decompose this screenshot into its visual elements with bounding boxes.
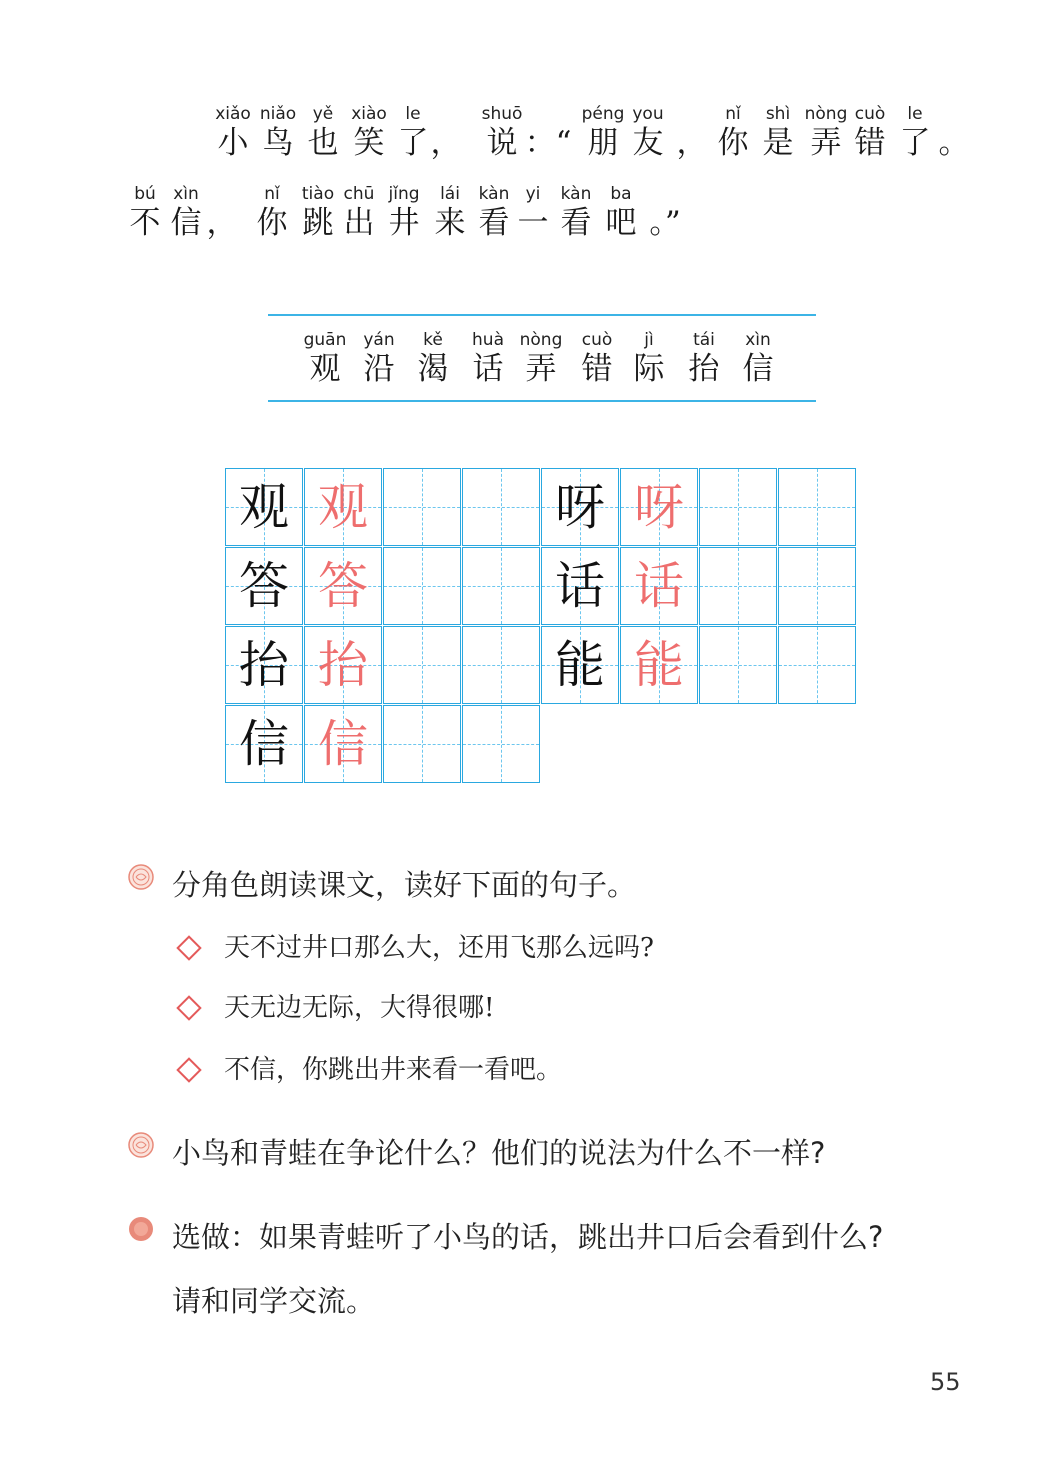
hanzi: 来 [434, 205, 466, 241]
pinyin: xiǎo [215, 104, 251, 124]
grid-cell-empty[interactable] [699, 547, 777, 625]
hanzi: 你 [256, 205, 288, 241]
hanzi: ， [206, 205, 238, 241]
ruby-char [171, 184, 202, 242]
grid-cell-empty[interactable] [778, 468, 856, 546]
grid-row [225, 705, 541, 783]
grid-cell-char [304, 626, 382, 704]
pinyin: niǎo [259, 104, 297, 124]
vocab-rule-bottom [268, 400, 816, 402]
hanzi: 弄 [810, 125, 842, 161]
ruby-char [308, 104, 339, 162]
pinyin: nǐ [725, 104, 741, 124]
grid-cell-empty[interactable] [383, 547, 461, 625]
hanzi: 跳 [302, 205, 334, 241]
trace-char: 能 [634, 636, 684, 694]
grid-cell-empty[interactable] [383, 626, 461, 704]
hanzi: 是 [762, 125, 794, 161]
hanzi: 鸟 [262, 125, 294, 161]
task-2 [128, 1126, 825, 1180]
pinyin: xìn [173, 184, 199, 204]
pinyin: jì [644, 330, 654, 350]
grid-cell-empty[interactable] [383, 705, 461, 783]
grid-cell-char [541, 547, 619, 625]
hanzi: 看 [478, 205, 510, 241]
task-3-line1: 选做：如果青蛙听了小鸟的话，跳出井口后会看到什么? [172, 1220, 884, 1254]
hanzi: 友 [632, 125, 664, 161]
model-char: 信 [239, 715, 289, 773]
trace-char: 信 [318, 715, 368, 773]
grid-cell-empty[interactable] [462, 626, 540, 704]
model-char: 观 [239, 478, 289, 536]
model-char: 呀 [555, 478, 605, 536]
bullet-1 [178, 930, 654, 966]
pinyin: xiào [351, 104, 387, 124]
hanzi: 观 [309, 351, 341, 387]
pinyin: tiào [301, 184, 335, 204]
ruby-char [479, 184, 510, 242]
pinyin: le [907, 104, 923, 124]
hanzi: ：“ [524, 125, 572, 161]
grid-row [225, 547, 541, 625]
pinyin: lái [440, 184, 460, 204]
ruby-char [518, 184, 549, 242]
task-3-line2: 请和同学交流。 [172, 1284, 376, 1318]
hanzi: 。” [649, 205, 681, 241]
pinyin: shì [765, 104, 791, 124]
trace-char: 抬 [318, 636, 368, 694]
badge-icon [128, 864, 154, 890]
pinyin: yán [363, 330, 395, 350]
pinyin: yě [312, 104, 334, 124]
hanzi: ， [676, 125, 708, 161]
hanzi: 弄 [525, 351, 557, 387]
ruby-char [304, 330, 347, 388]
grid-cell-char [304, 547, 382, 625]
ruby-char [606, 184, 637, 242]
trace-char: 呀 [634, 478, 684, 536]
pinyin: nòng [519, 330, 563, 350]
hanzi: 不 [129, 205, 161, 241]
hanzi: 朋 [587, 125, 619, 161]
ruby-char [582, 104, 625, 162]
ruby-char [431, 104, 462, 162]
hanzi: 了 [397, 125, 429, 161]
ruby-char [363, 330, 394, 388]
pinyin: chū [343, 184, 375, 204]
grid-cell-empty[interactable] [462, 705, 540, 783]
vocab-rule-top [268, 314, 816, 316]
model-char: 能 [555, 636, 605, 694]
pinyin: yi [525, 184, 541, 204]
ruby-char [582, 330, 613, 388]
hanzi: 信 [170, 205, 202, 241]
hanzi: 说 [486, 125, 518, 161]
page-number: 55 [930, 1368, 961, 1396]
grid-cell-empty[interactable] [462, 547, 540, 625]
pinyin: kàn [478, 184, 510, 204]
pinyin: cuò [854, 104, 886, 124]
pinyin: huà [472, 330, 504, 350]
ruby-char [743, 330, 774, 388]
diamond-icon [176, 935, 201, 960]
ruby-char [344, 184, 375, 242]
badge-icon-filled [128, 1216, 154, 1242]
ruby-char [302, 184, 334, 242]
ruby-char [130, 184, 161, 242]
pinyin: guān [303, 330, 347, 350]
grid-cell-empty[interactable] [778, 547, 856, 625]
pinyin: tái [693, 330, 715, 350]
hanzi: 错 [581, 351, 613, 387]
ruby-char [763, 104, 794, 162]
bullet-2 [178, 990, 494, 1026]
hanzi: 笑 [353, 125, 385, 161]
ruby-char [561, 184, 592, 242]
grid-cell-empty[interactable] [778, 626, 856, 704]
diamond-icon [176, 1057, 201, 1082]
grid-cell-char [620, 468, 698, 546]
hanzi: 。 [938, 125, 970, 161]
hanzi: 一 [517, 205, 549, 241]
hanzi: 错 [854, 125, 886, 161]
hanzi: 小 [217, 125, 249, 161]
hanzi: ， [430, 125, 462, 161]
grid-cell-char [541, 626, 619, 704]
model-char: 抬 [239, 636, 289, 694]
grid-cell-empty[interactable] [699, 626, 777, 704]
grid-cell-char [304, 468, 382, 546]
pinyin: jǐng [388, 184, 420, 204]
hanzi: 信 [742, 351, 774, 387]
hanzi: 话 [472, 351, 504, 387]
ruby-char [900, 104, 931, 162]
grid-row [541, 626, 857, 704]
bullet-3-text: 不信，你跳出井来看一看吧。 [224, 1055, 563, 1085]
grid-row [225, 468, 541, 546]
hanzi: 渴 [417, 351, 449, 387]
task-2-text: 小鸟和青蛙在争论什么？他们的说法为什么不一样? [172, 1136, 826, 1170]
hanzi: 了 [899, 125, 931, 161]
pinyin: kàn [560, 184, 592, 204]
ruby-char [718, 104, 749, 162]
ruby-char [257, 184, 288, 242]
pinyin: you [632, 104, 664, 124]
bullet-1-text: 天不过井口那么大，还用飞那么远吗? [224, 933, 654, 963]
task-1 [128, 858, 636, 912]
writing-grid [225, 468, 857, 786]
task-1-text: 分角色朗读课文，读好下面的句子。 [172, 868, 637, 902]
grid-cell-char [541, 468, 619, 546]
hanzi: 你 [717, 125, 749, 161]
ruby-char [634, 330, 665, 388]
grid-cell-empty[interactable] [462, 468, 540, 546]
ruby-char [482, 104, 523, 162]
grid-row [225, 626, 541, 704]
ruby-char [525, 104, 572, 162]
ruby-char [689, 330, 720, 388]
grid-cell-char [304, 705, 382, 783]
grid-cell-empty[interactable] [699, 468, 777, 546]
ruby-char [207, 184, 238, 242]
pinyin: cuò [581, 330, 613, 350]
hanzi: 吧 [605, 205, 637, 241]
badge-icon [128, 1132, 154, 1158]
diamond-icon [176, 995, 201, 1020]
hanzi: 抬 [688, 351, 720, 387]
trace-char: 观 [318, 478, 368, 536]
hanzi: 沿 [363, 351, 395, 387]
hanzi: 际 [633, 351, 665, 387]
grid-cell-char [225, 626, 303, 704]
pinyin: shuō [481, 104, 523, 124]
ruby-char [418, 330, 449, 388]
pinyin: xìn [745, 330, 771, 350]
ruby-char [649, 184, 680, 242]
ruby-char [388, 184, 419, 242]
pinyin: péng [581, 104, 625, 124]
grid-row [541, 468, 857, 546]
ruby-char [215, 104, 251, 162]
ruby-char [939, 104, 970, 162]
trace-char: 答 [318, 557, 368, 615]
hanzi: 也 [307, 125, 339, 161]
grid-cell-char [225, 705, 303, 783]
ruby-char [398, 104, 429, 162]
grid-cell-char [620, 626, 698, 704]
pinyin: bú [134, 184, 156, 204]
ruby-char [632, 104, 663, 162]
ruby-char [260, 104, 296, 162]
bullet-3 [178, 1052, 562, 1088]
ruby-char [520, 330, 563, 388]
model-char: 答 [239, 557, 289, 615]
grid-cell-char [225, 468, 303, 546]
grid-row [541, 547, 857, 625]
grid-cell-char [225, 547, 303, 625]
ruby-char [472, 330, 504, 388]
hanzi: 出 [343, 205, 375, 241]
ruby-char [435, 184, 466, 242]
pinyin: nòng [804, 104, 848, 124]
ruby-char [805, 104, 848, 162]
hanzi: 井 [388, 205, 420, 241]
pinyin: le [405, 104, 421, 124]
model-char: 话 [555, 557, 605, 615]
pinyin: nǐ [264, 184, 280, 204]
hanzi: 看 [560, 205, 592, 241]
trace-char: 话 [634, 557, 684, 615]
grid-cell-char [620, 547, 698, 625]
pinyin: kě [423, 330, 443, 350]
ruby-char [855, 104, 886, 162]
ruby-char [677, 104, 708, 162]
bullet-2-text: 天无边无际，大得很哪! [224, 993, 495, 1023]
grid-cell-empty[interactable] [383, 468, 461, 546]
task-3 [128, 1210, 883, 1328]
ruby-char [351, 104, 387, 162]
pinyin: ba [610, 184, 632, 204]
